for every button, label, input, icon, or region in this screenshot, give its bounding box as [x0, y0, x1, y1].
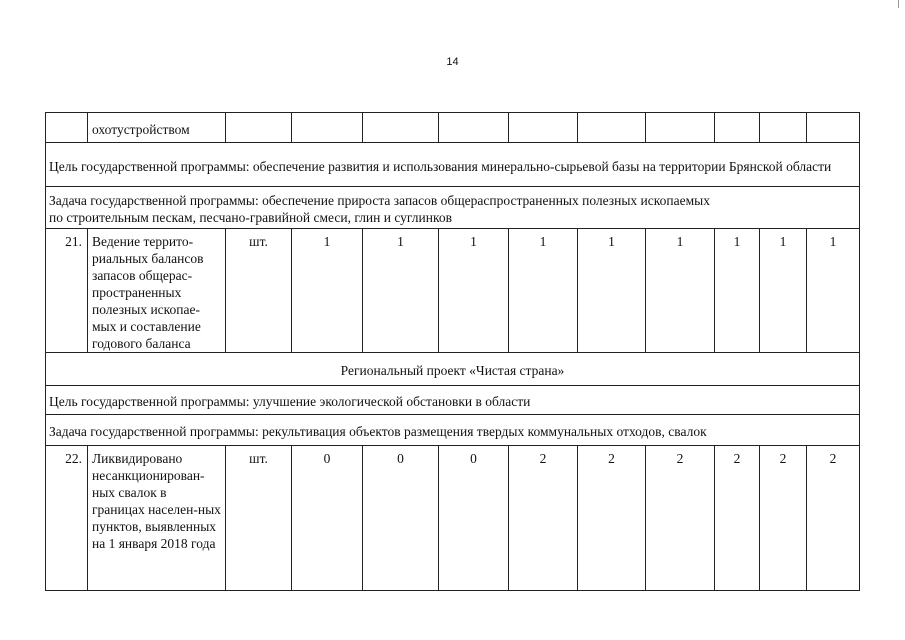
row-value: 1	[646, 229, 715, 353]
row-value: 1	[760, 229, 807, 353]
row-value: 0	[292, 446, 363, 591]
row-name: Ликвидировано несанкционирован-ных свалок в границах населен-ных пунктов, выявленных на 1 января 2018 года	[88, 446, 226, 591]
project-title: Региональный проект «Чистая страна»	[46, 353, 860, 386]
goal-text: Цель государственной программы: улучшение экологической обстановки в области	[46, 386, 860, 415]
row-name: Ведение террито-риальных балансов запасов общерас-пространенных полезных ископае-мых и составление годового баланса	[88, 229, 226, 353]
row-value: 1	[578, 229, 646, 353]
row-value: 1	[292, 229, 363, 353]
row-value: 0	[439, 446, 509, 591]
task-text: Задача государственной программы: рекультивация объектов размещения твердых коммунальных отходов, свалок	[46, 415, 860, 446]
task-text	[46, 187, 860, 229]
row-value: 2	[807, 446, 860, 591]
goal-row	[46, 143, 860, 187]
row-value: 2	[578, 446, 646, 591]
row-value: 0	[363, 446, 439, 591]
row-unit: шт.	[226, 229, 292, 353]
task-line-2: по строительным пескам, песчано-гравийной смеси, глин и суглинков	[49, 210, 452, 225]
row-number: 22.	[46, 446, 88, 591]
task-row	[46, 415, 860, 446]
indicators-table	[45, 112, 860, 591]
goal-row	[46, 386, 860, 415]
task-line-1: Задача государственной программы: обеспечение прироста запасов общераспространенных полезных ископаемых	[49, 193, 710, 208]
row-value: 2	[715, 446, 760, 591]
row-number: 21.	[46, 229, 88, 353]
project-row	[46, 353, 860, 386]
row-value: 2	[646, 446, 715, 591]
table-row	[46, 446, 860, 591]
row-name: охотустройством	[88, 113, 226, 143]
table-row	[46, 229, 860, 353]
row-value: 1	[439, 229, 509, 353]
row-value: 1	[509, 229, 578, 353]
row-value: 1	[363, 229, 439, 353]
row-value: 2	[509, 446, 578, 591]
scan-mark	[898, 0, 899, 8]
page-number: 14	[446, 56, 459, 68]
row-value: 2	[760, 446, 807, 591]
task-row	[46, 187, 860, 229]
row-value: 1	[807, 229, 860, 353]
row-value: 1	[715, 229, 760, 353]
goal-text: Цель государственной программы: обеспечение развития и использования минерально-сырьевой базы на территории Брянской области	[46, 143, 860, 187]
table-row	[46, 113, 860, 143]
row-unit: шт.	[226, 446, 292, 591]
